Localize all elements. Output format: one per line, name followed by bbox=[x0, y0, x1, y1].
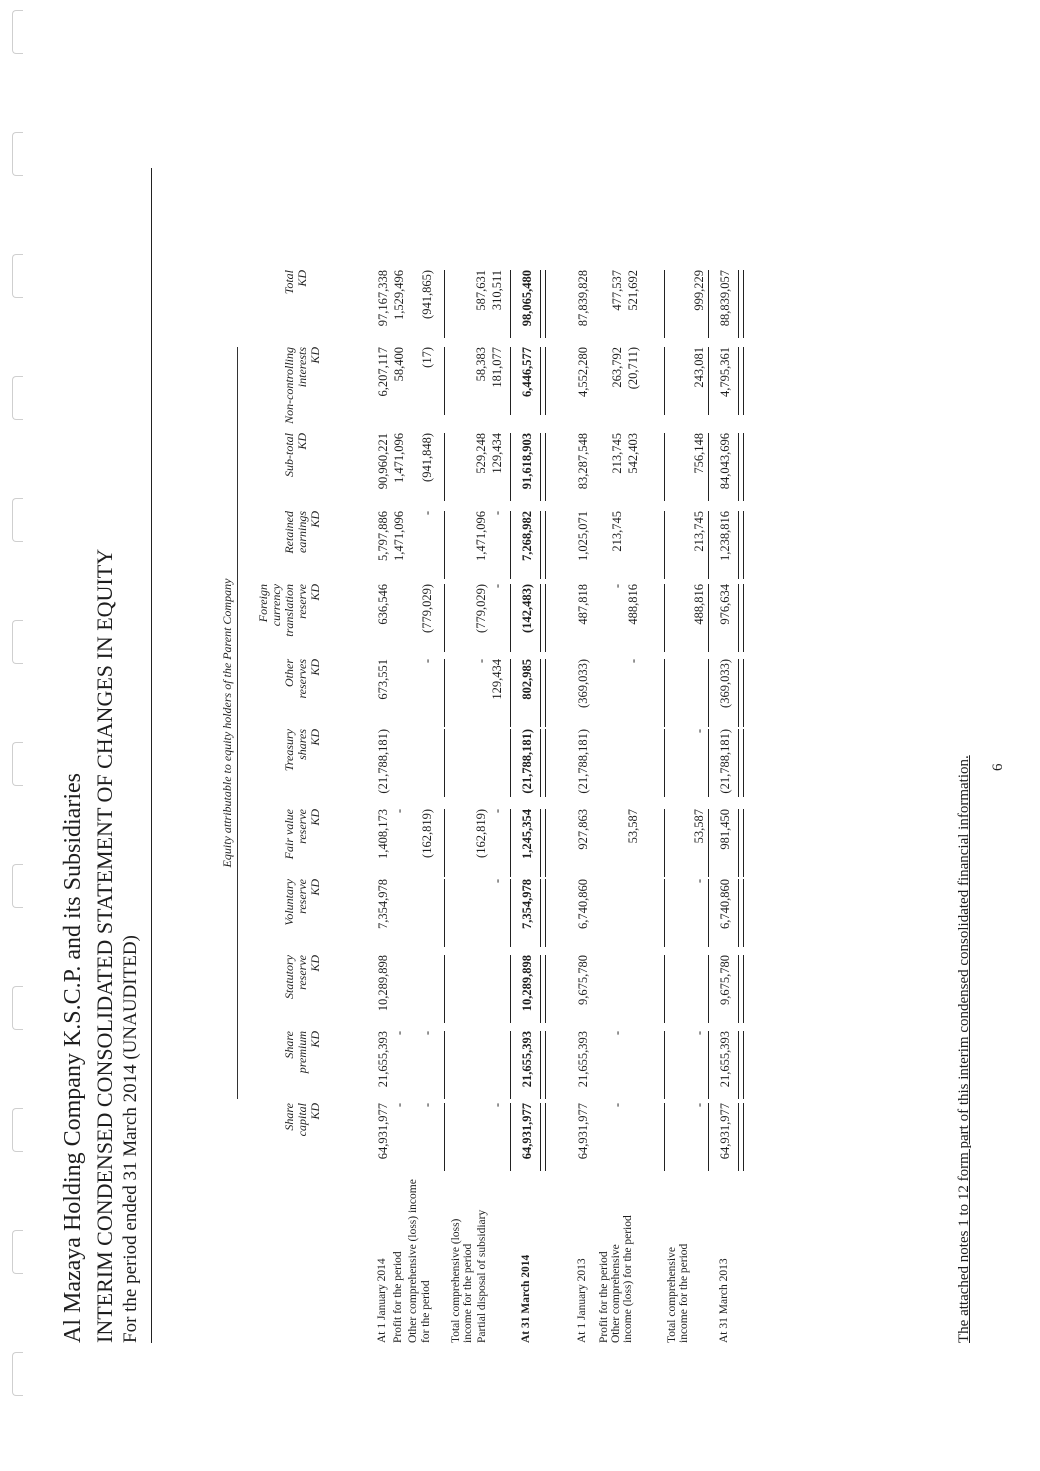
cell-at-jan-2013: 87,839,828 bbox=[576, 270, 590, 327]
cell-tci-2013: - bbox=[692, 729, 706, 734]
total-double-rule bbox=[738, 270, 744, 338]
subtotal-rule bbox=[708, 729, 709, 797]
cell-oci-2014: (941,865) bbox=[420, 270, 434, 319]
column-header-line: Statutory bbox=[282, 955, 296, 999]
row-label-oci-2014-a: Other comprehensive (loss) income bbox=[407, 1179, 419, 1343]
subtotal-rule bbox=[664, 1103, 665, 1171]
cell-at-mar-2013: 6,740,860 bbox=[718, 879, 732, 929]
total-double-rule bbox=[738, 955, 744, 1023]
cell-at-jan-2014: 90,960,221 bbox=[376, 433, 390, 490]
cell-at-mar-2013: (21,788,181) bbox=[718, 729, 732, 794]
total-double-rule bbox=[738, 809, 744, 877]
total-double-rule bbox=[540, 955, 546, 1023]
row-label-profit-2014: Profit for the period bbox=[392, 1251, 404, 1343]
column-header-line: Share bbox=[282, 1031, 296, 1059]
cell-tci-2014: 58,383 bbox=[474, 347, 488, 382]
subtotal-rule bbox=[510, 1031, 511, 1099]
cell-at-mar-2014: 21,655,393 bbox=[520, 1031, 534, 1088]
cell-tci-2013: - bbox=[692, 879, 706, 884]
cell-at-jan-2014: 21,655,393 bbox=[376, 1031, 390, 1088]
subtotal-rule bbox=[708, 809, 709, 877]
cell-at-mar-2014: 64,931,977 bbox=[520, 1103, 534, 1160]
cell-at-mar-2013: 4,795,361 bbox=[718, 347, 732, 397]
subtotal-rule bbox=[444, 809, 445, 877]
column-header-line: Share bbox=[282, 1103, 296, 1131]
row-label-oci-2014-b: for the period bbox=[420, 1280, 432, 1343]
subtotal-rule bbox=[708, 433, 709, 501]
cell-tci-2014: 1,471,096 bbox=[474, 511, 488, 561]
cell-at-jan-2014: 6,207,117 bbox=[376, 347, 390, 397]
row-label-profit-2013: Profit for the period bbox=[598, 1251, 610, 1343]
total-double-rule bbox=[738, 433, 744, 501]
subtotal-rule bbox=[444, 1031, 445, 1099]
total-double-rule bbox=[540, 270, 546, 338]
cell-at-mar-2014: (21,788,181) bbox=[520, 729, 534, 794]
cell-at-mar-2013: 84,043,696 bbox=[718, 433, 732, 490]
subtotal-rule bbox=[708, 1031, 709, 1099]
total-double-rule bbox=[738, 511, 744, 579]
total-double-rule bbox=[540, 1031, 546, 1099]
cell-oci-2014: (779,029) bbox=[420, 584, 434, 633]
row-label-at-mar-2014: At 31 March 2014 bbox=[520, 1254, 532, 1343]
cell-profit-2014: - bbox=[392, 1103, 406, 1108]
cell-oci-2014: - bbox=[420, 511, 434, 516]
row-label-oci-2013-a: Other comprehensive bbox=[610, 1244, 622, 1343]
cell-at-jan-2014: 5,797,886 bbox=[376, 511, 390, 561]
column-header bbox=[283, 659, 322, 743]
cell-at-jan-2014: 10,289,898 bbox=[376, 955, 390, 1012]
subtotal-rule bbox=[510, 729, 511, 797]
subtotal-rule bbox=[708, 1103, 709, 1171]
page-number: 6 bbox=[990, 763, 1006, 771]
column-header-line: Retained bbox=[282, 511, 296, 554]
cell-at-jan-2013: (21,788,181) bbox=[576, 729, 590, 794]
column-header bbox=[283, 511, 322, 595]
cell-profit-2013: 213,745 bbox=[610, 433, 624, 474]
column-header-line: KD bbox=[308, 879, 322, 896]
subtotal-rule bbox=[664, 809, 665, 877]
cell-at-mar-2013: 976,634 bbox=[718, 584, 732, 625]
subtotal-rule bbox=[510, 584, 511, 652]
cell-oci-2013: 53,587 bbox=[626, 809, 640, 844]
statement-title: INTERIM CONDENSED CONSOLIDATED STATEMENT OF CHANGES IN EQUITY bbox=[92, 548, 117, 1343]
column-header-line: Fair value bbox=[282, 809, 296, 860]
cell-profit-2013: - bbox=[610, 1103, 624, 1108]
subtotal-rule bbox=[708, 955, 709, 1023]
cell-oci-2013: 521,692 bbox=[626, 270, 640, 311]
total-double-rule bbox=[540, 584, 546, 652]
cell-at-mar-2014: 6,446,577 bbox=[520, 347, 534, 397]
subtotal-rule bbox=[708, 270, 709, 338]
row-label-tci-2013-a: Total comprehensive bbox=[666, 1247, 678, 1343]
subtotal-rule bbox=[708, 879, 709, 947]
column-header-line: KD bbox=[308, 1103, 322, 1120]
column-header-line: KD bbox=[308, 809, 322, 826]
column-header-line: reserve bbox=[295, 955, 309, 990]
cell-at-jan-2014: (21,788,181) bbox=[376, 729, 390, 794]
cell-profit-2014: 1,529,496 bbox=[392, 270, 406, 320]
subtotal-rule bbox=[510, 809, 511, 877]
subtotal-rule bbox=[510, 511, 511, 579]
cell-partial-disposal: - bbox=[490, 511, 504, 516]
cell-at-jan-2013: 83,287,548 bbox=[576, 433, 590, 490]
column-header-line: reserve bbox=[295, 879, 309, 914]
cell-tci-2013: 999,229 bbox=[692, 270, 706, 311]
column-header-line: KD bbox=[295, 433, 309, 450]
column-header-line: Other bbox=[282, 659, 296, 687]
subtotal-rule bbox=[708, 584, 709, 652]
subtotal-rule bbox=[664, 270, 665, 338]
cell-partial-disposal: 181,077 bbox=[490, 347, 504, 388]
column-header-line: KD bbox=[308, 729, 322, 746]
total-double-rule bbox=[540, 729, 546, 797]
column-header-line: KD bbox=[308, 659, 322, 676]
row-label-oci-2013-b: income (loss) for the period bbox=[622, 1215, 634, 1343]
column-header-line: capital bbox=[295, 1103, 309, 1137]
cell-at-jan-2013: 1,025,071 bbox=[576, 511, 590, 561]
cell-at-jan-2013: 4,552,280 bbox=[576, 347, 590, 397]
column-header-line: Voluntary bbox=[282, 879, 296, 926]
total-double-rule bbox=[738, 584, 744, 652]
cell-tci-2014: 587,631 bbox=[474, 270, 488, 311]
subtotal-rule bbox=[444, 879, 445, 947]
column-header bbox=[283, 1031, 322, 1115]
subtotal-rule bbox=[664, 879, 665, 947]
cell-tci-2013: 756,148 bbox=[692, 433, 706, 474]
cell-partial-disposal: 129,434 bbox=[490, 433, 504, 474]
total-double-rule bbox=[738, 1031, 744, 1099]
cell-at-jan-2013: 487,818 bbox=[576, 584, 590, 625]
column-header bbox=[257, 584, 322, 668]
subtotal-rule bbox=[510, 347, 511, 415]
total-double-rule bbox=[540, 347, 546, 415]
subtotal-rule bbox=[444, 955, 445, 1023]
total-double-rule bbox=[738, 879, 744, 947]
cell-oci-2013: 542,403 bbox=[626, 433, 640, 474]
subtotal-rule bbox=[664, 511, 665, 579]
column-header bbox=[283, 1103, 322, 1187]
subtotal-rule bbox=[708, 659, 709, 727]
cell-oci-2014: (17) bbox=[420, 347, 434, 368]
total-double-rule bbox=[738, 1103, 744, 1171]
cell-at-mar-2013: 9,675,780 bbox=[718, 955, 732, 1005]
footnote: The attached notes 1 to 12 form part of this interim condensed consolidated financial information. bbox=[956, 755, 972, 1343]
column-header-line: Sub-total bbox=[282, 433, 296, 477]
cell-at-mar-2014: 91,618,903 bbox=[520, 433, 534, 490]
cell-at-mar-2013: 88,839,057 bbox=[718, 270, 732, 327]
column-header-line: premium bbox=[295, 1031, 309, 1074]
row-label-tci-2014-a: Total comprehensive (loss) bbox=[450, 1218, 462, 1343]
statement-period: For the period ended 31 March 2014 (UNAUDITED) bbox=[120, 935, 141, 1343]
cell-profit-2013: 477,537 bbox=[610, 270, 624, 311]
subtotal-rule bbox=[510, 955, 511, 1023]
cell-at-jan-2013: 9,675,780 bbox=[576, 955, 590, 1005]
cell-at-mar-2013: 981,450 bbox=[718, 809, 732, 850]
total-double-rule bbox=[738, 347, 744, 415]
cell-at-jan-2014: 636,546 bbox=[376, 584, 390, 625]
column-header bbox=[283, 347, 322, 431]
subtotal-rule bbox=[664, 1031, 665, 1099]
cell-partial-disposal: - bbox=[490, 879, 504, 884]
cell-tci-2013: 243,081 bbox=[692, 347, 706, 388]
column-header-line: Non-controlling bbox=[282, 347, 296, 424]
column-header-line: reserve bbox=[295, 584, 309, 619]
total-double-rule bbox=[540, 511, 546, 579]
header-divider bbox=[151, 168, 152, 1343]
subtotal-rule bbox=[444, 729, 445, 797]
column-header bbox=[283, 955, 322, 1039]
cell-profit-2014: 1,471,096 bbox=[392, 433, 406, 483]
row-label-at-jan-2013: At 1 January 2013 bbox=[576, 1258, 588, 1343]
row-label-at-mar-2013: At 31 March 2013 bbox=[718, 1258, 730, 1343]
cell-oci-2014: - bbox=[420, 1103, 434, 1108]
column-header bbox=[283, 809, 322, 893]
cell-partial-disposal: - bbox=[490, 584, 504, 589]
total-double-rule bbox=[540, 659, 546, 727]
cell-partial-disposal: 129,434 bbox=[490, 659, 504, 700]
cell-profit-2013: - bbox=[610, 584, 624, 589]
cell-tci-2013: 53,587 bbox=[692, 809, 706, 844]
cell-at-jan-2014: 673,551 bbox=[376, 659, 390, 700]
subtotal-rule bbox=[510, 1103, 511, 1171]
cell-oci-2014: (941,848) bbox=[420, 433, 434, 482]
cell-at-jan-2013: 21,655,393 bbox=[576, 1031, 590, 1088]
subtotal-rule bbox=[708, 347, 709, 415]
subtotal-rule bbox=[510, 659, 511, 727]
column-header-line: Total bbox=[282, 270, 296, 295]
cell-profit-2013: 263,792 bbox=[610, 347, 624, 388]
cell-at-jan-2013: (369,033) bbox=[576, 659, 590, 708]
column-header-line: currency bbox=[269, 584, 283, 627]
subtotal-rule bbox=[664, 729, 665, 797]
column-header-line: KD bbox=[308, 511, 322, 528]
cell-at-mar-2013: 64,931,977 bbox=[718, 1103, 732, 1160]
cell-at-mar-2014: 802,985 bbox=[520, 659, 534, 700]
cell-tci-2014: - bbox=[474, 659, 488, 664]
subtotal-rule bbox=[444, 584, 445, 652]
column-header-line: earnings bbox=[295, 511, 309, 553]
cell-at-jan-2013: 6,740,860 bbox=[576, 879, 590, 929]
cell-at-mar-2014: 7,268,982 bbox=[520, 511, 534, 561]
column-header-line: Foreign bbox=[256, 584, 270, 623]
total-double-rule bbox=[540, 433, 546, 501]
column-header-line: KD bbox=[308, 955, 322, 972]
column-header-line: translation bbox=[282, 584, 296, 637]
column-header-line: reserve bbox=[295, 809, 309, 844]
cell-oci-2014: (162,819) bbox=[420, 809, 434, 858]
cell-tci-2013: - bbox=[692, 1031, 706, 1036]
cell-profit-2014: - bbox=[392, 1031, 406, 1036]
subtotal-rule bbox=[444, 659, 445, 727]
cell-tci-2014: (779,029) bbox=[474, 584, 488, 633]
total-double-rule bbox=[540, 879, 546, 947]
cell-profit-2014: 58,400 bbox=[392, 347, 406, 382]
column-header-line: Treasury bbox=[282, 729, 296, 772]
cell-tci-2014: 529,248 bbox=[474, 433, 488, 474]
cell-profit-2013: - bbox=[610, 1031, 624, 1036]
cell-partial-disposal: 310,511 bbox=[490, 270, 504, 311]
cell-at-mar-2014: 1,245,354 bbox=[520, 809, 534, 859]
subtotal-rule bbox=[708, 511, 709, 579]
cell-at-mar-2014: 10,289,898 bbox=[520, 955, 534, 1012]
cell-profit-2014: - bbox=[392, 809, 406, 814]
total-double-rule bbox=[540, 809, 546, 877]
cell-at-jan-2014: 7,354,978 bbox=[376, 879, 390, 929]
row-label-partial-disposal: Partial disposal of subsidiary bbox=[476, 1209, 488, 1343]
cell-oci-2014: - bbox=[420, 659, 434, 664]
cell-profit-2013: 213,745 bbox=[610, 511, 624, 552]
cell-tci-2013: - bbox=[692, 1103, 706, 1108]
subtotal-rule bbox=[444, 511, 445, 579]
subtotal-rule bbox=[444, 433, 445, 501]
cell-at-mar-2014: 7,354,978 bbox=[520, 879, 534, 929]
subtotal-rule bbox=[664, 433, 665, 501]
cell-at-jan-2013: 927,863 bbox=[576, 809, 590, 850]
column-header-line: interests bbox=[295, 347, 309, 388]
subtotal-rule bbox=[510, 433, 511, 501]
cell-tci-2013: 213,745 bbox=[692, 511, 706, 552]
row-label-tci-2014-b: income for the period bbox=[462, 1243, 474, 1343]
cell-profit-2014: 1,471,096 bbox=[392, 511, 406, 561]
column-header bbox=[283, 433, 309, 517]
column-header-line: reserves bbox=[295, 659, 309, 699]
subtotal-rule bbox=[444, 270, 445, 338]
cell-oci-2013: 488,816 bbox=[626, 584, 640, 625]
subtotal-rule bbox=[510, 879, 511, 947]
cell-oci-2013: (20,711) bbox=[626, 347, 640, 390]
subtotal-rule bbox=[510, 270, 511, 338]
total-double-rule bbox=[540, 1103, 546, 1171]
cell-at-mar-2014: (142,483) bbox=[520, 584, 534, 633]
cell-at-jan-2014: 1,408,173 bbox=[376, 809, 390, 859]
cell-at-mar-2013: (369,033) bbox=[718, 659, 732, 708]
cell-partial-disposal: - bbox=[490, 809, 504, 814]
subtotal-rule bbox=[664, 659, 665, 727]
cell-tci-2013: 488,816 bbox=[692, 584, 706, 625]
cell-oci-2014: - bbox=[420, 1031, 434, 1036]
subtotal-rule bbox=[444, 1103, 445, 1171]
company-name: Al Mazaya Holding Company K.S.C.P. and its Subsidiaries bbox=[60, 773, 86, 1343]
row-label-at-jan-2014: At 1 January 2014 bbox=[376, 1258, 388, 1343]
subtotal-rule bbox=[664, 584, 665, 652]
column-header bbox=[283, 270, 309, 354]
column-header-line: KD bbox=[295, 270, 309, 287]
cell-at-jan-2013: 64,931,977 bbox=[576, 1103, 590, 1160]
row-label-tci-2013-b: income for the period bbox=[678, 1243, 690, 1343]
column-header-line: KD bbox=[308, 1031, 322, 1048]
column-header-line: KD bbox=[308, 584, 322, 601]
column-header-line: shares bbox=[295, 729, 309, 760]
cell-at-jan-2014: 97,167,338 bbox=[376, 270, 390, 327]
subtotal-rule bbox=[664, 955, 665, 1023]
subtotal-rule bbox=[664, 347, 665, 415]
cell-tci-2014: (162,819) bbox=[474, 809, 488, 858]
subtotal-rule bbox=[444, 347, 445, 415]
total-double-rule bbox=[738, 729, 744, 797]
equity-group-header: Equity attributable to equity holders of the Parent Company bbox=[220, 347, 238, 1099]
cell-at-mar-2013: 1,238,816 bbox=[718, 511, 732, 561]
cell-at-jan-2014: 64,931,977 bbox=[376, 1103, 390, 1160]
cell-partial-disposal: - bbox=[490, 1103, 504, 1108]
total-double-rule bbox=[738, 659, 744, 727]
column-header-line: KD bbox=[308, 347, 322, 364]
cell-at-mar-2014: 98,065,480 bbox=[520, 270, 534, 327]
cell-oci-2013: - bbox=[626, 659, 640, 664]
cell-at-mar-2013: 21,655,393 bbox=[718, 1031, 732, 1088]
